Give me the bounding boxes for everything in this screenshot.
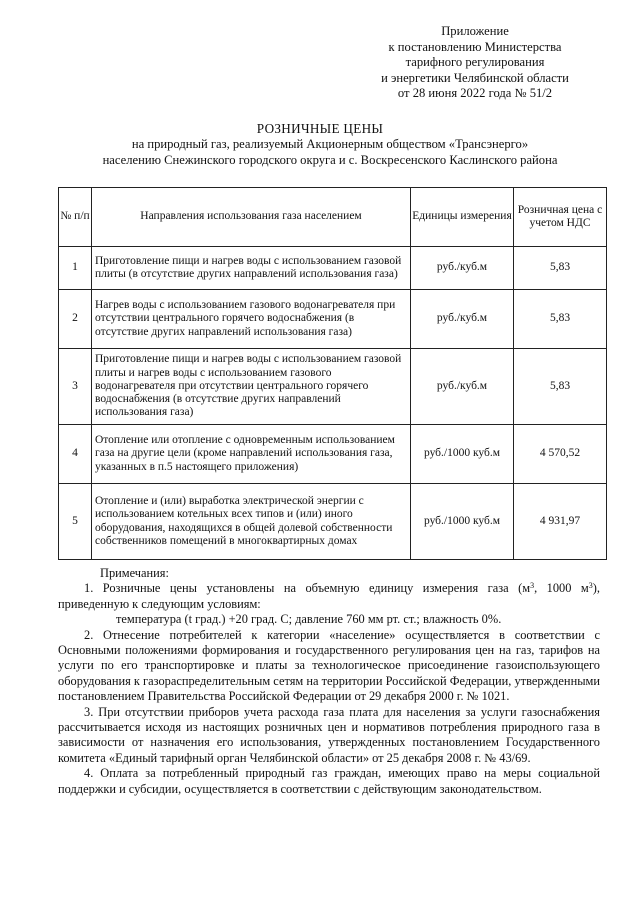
table-row	[59, 484, 607, 560]
row-unit: руб./куб.м	[411, 247, 514, 290]
row-num: 3	[59, 349, 92, 425]
appendix-block	[330, 24, 620, 102]
header-unit: Единицы измерения	[411, 188, 514, 247]
superscript: 3	[530, 581, 535, 591]
row-direction: Отопление и (или) выработка электрической энергии с использованием котельных всех типов и (или) иного оборудования, находящихся в общей долевой собственности собственников помещений в многоквартирных домах	[92, 484, 411, 560]
header-direction: Направления использования газа населением	[92, 188, 411, 247]
row-price: 5,83	[514, 349, 607, 425]
table-row	[59, 425, 607, 484]
page-subtitle	[30, 137, 630, 168]
notes-section	[58, 566, 601, 797]
page-title: РОЗНИЧНЫЕ ЦЕНЫ	[256, 121, 384, 136]
row-unit: руб./куб.м	[411, 349, 514, 425]
row-direction: Нагрев воды с использованием газового водонагревателя при отсутствии центрального горячего водоснабжения (в отсутствие других направлений использования газа)	[92, 290, 411, 349]
note-1	[58, 581, 600, 612]
appendix-line: и энергетики Челябинской области	[381, 70, 569, 85]
header-price: Розничная цена с учетом НДС	[514, 188, 607, 247]
row-num: 5	[59, 484, 92, 560]
table-row	[59, 247, 607, 290]
appendix-line: Приложение	[441, 24, 509, 38]
row-unit: руб./1000 куб.м	[411, 484, 514, 560]
table-row	[59, 349, 607, 425]
prices-table	[58, 187, 607, 560]
row-price: 5,83	[514, 247, 607, 290]
table-header-row	[59, 188, 607, 247]
row-num: 2	[59, 290, 92, 349]
row-direction: Отопление или отопление с одновременным использованием газа на другие цели (кроме направлений использования газа, указанных в п.5 настоящего приложения)	[92, 425, 411, 484]
note-2: 2. Отнесение потребителей к категории «население» осуществляется в соответствии с Основными положениями формирования и государственного регулирования цен на газ, тарифов на услуги по его транспортировке и платы за технологическое присоединение газоиспользующего оборудования к газораспределительным сетям на территории Российской Федерации, утвержденными постановлением Правительства Российской Федерации от 29 декабря 2000 г. № 1021.	[58, 627, 600, 704]
appendix-line: от 28 июня 2022 года № 51/2	[397, 86, 553, 101]
note-1-text: ), приведенную к следующим условиям:	[58, 581, 601, 611]
row-price: 5,83	[514, 290, 607, 349]
table-row	[59, 290, 607, 349]
appendix-line: тарифного регулирования	[405, 55, 545, 70]
row-direction: Приготовление пищи и нагрев воды с использованием газовой плиты и нагрев воды с использованием газового водонагревателя при отсутствии центрального горячего водоснабжения (в отсутствие других направлений использования газа)	[92, 349, 411, 425]
notes-heading: Примечания:	[100, 566, 169, 580]
row-direction: Приготовление пищи и нагрев воды с использованием газовой плиты (в отсутствие других направлений использования газа)	[92, 247, 411, 290]
row-unit: руб./1000 куб.м	[411, 425, 514, 484]
appendix-line: к постановлению Министерства	[388, 39, 562, 54]
row-unit: руб./куб.м	[411, 290, 514, 349]
note-3: 3. При отсутствии приборов учета расхода газа плата для населения за услуги газоснабжения рассчитывается исходя из настоящих розничных цен и нормативов потребления природного газа в зависимости от назначения его использования, утвержденных постановлением Государственного комитета «Единый тарифный орган Челябинской области» от 25 декабря 2008 г. № 43/69.	[58, 704, 600, 765]
superscript: 3	[588, 581, 593, 591]
note-1-text: , 1000 м	[534, 581, 589, 596]
subtitle-line: населению Снежинского городского округа и с. Воскресенского Каслинского района	[102, 152, 558, 167]
subtitle-line: на природный газ, реализуемый Акционерным обществом «Трансэнерго»	[131, 137, 529, 151]
row-num: 4	[59, 425, 92, 484]
note-4: 4. Оплата за потребленный природный газ граждан, имеющих право на меры социальной поддержки и субсидии, осуществляется в соответствии с действующим законодательством.	[58, 766, 600, 796]
row-num: 1	[59, 247, 92, 290]
row-price: 4 931,97	[514, 484, 607, 560]
note-1-conditions: температура (t град.) +20 град. С; давление 760 мм рт. ст.; влажность 0%.	[116, 612, 502, 627]
row-price: 4 570,52	[514, 425, 607, 484]
header-num: № п/п	[59, 188, 92, 247]
note-1-text: 1. Розничные цены установлены на объемную единицу измерения газа (м	[84, 581, 531, 596]
